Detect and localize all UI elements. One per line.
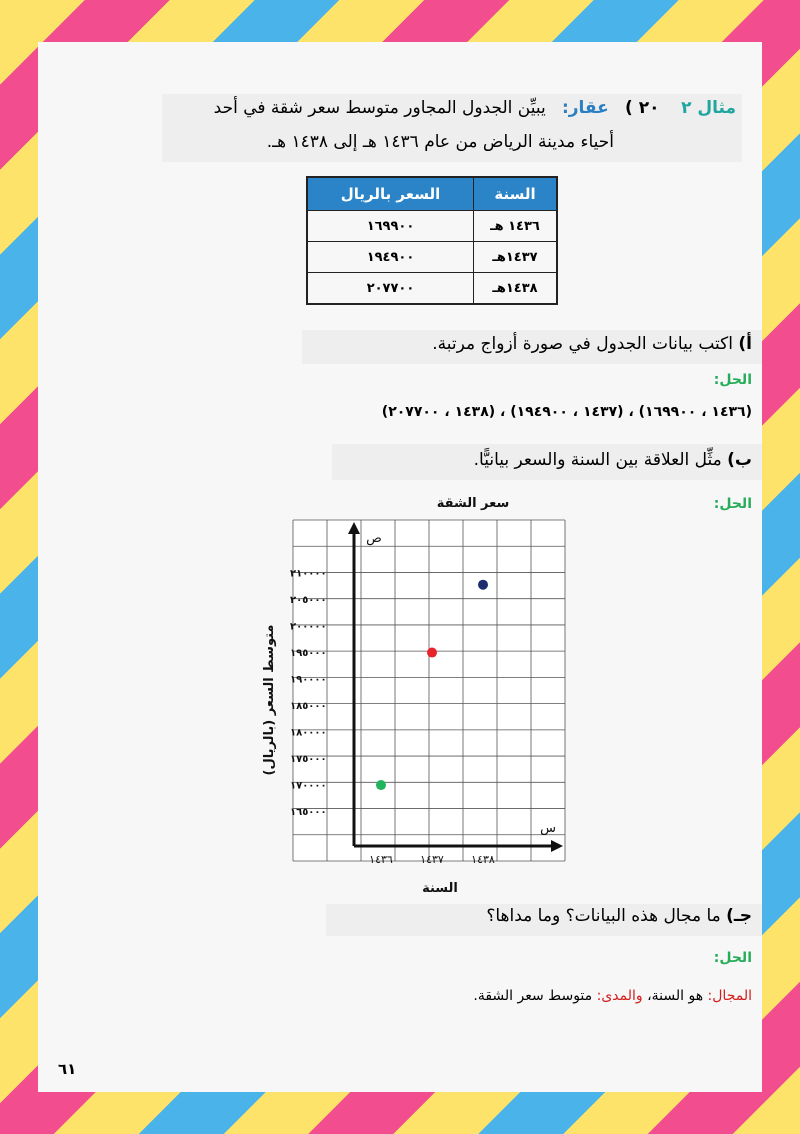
chart-title: سعر الشقة	[436, 496, 510, 511]
table-cell-year: ١٤٣٧هـ	[474, 242, 558, 273]
part-a-letter: أ)	[738, 334, 752, 354]
domain-text: هو السنة،	[647, 988, 704, 1004]
x-tick-labels	[369, 853, 495, 866]
y-tick-label: ١٦٥٠٠٠	[290, 807, 327, 818]
page	[38, 42, 762, 1092]
y-axis-title: متوسط السعر (بالريال)	[262, 624, 277, 776]
part-c-answer	[473, 988, 752, 1004]
table-header-price: السعر بالريال	[307, 177, 474, 211]
y-tick-label: ١٩٥٠٠٠	[290, 648, 327, 659]
example-line-2: أحياء مدينة الرياض من عام ١٤٣٦ هـ إلى ١٤٣٨ هـ.	[266, 132, 614, 152]
y-axis-letter: ص	[366, 531, 382, 546]
part-a-question: اكتب بيانات الجدول في صورة أزواج مرتبة.	[432, 334, 733, 354]
y-tick-label: ٢٠٠٠٠٠	[290, 621, 327, 633]
y-tick-label: ١٧٠٠٠٠	[290, 780, 327, 792]
range-label: والمدى:	[596, 988, 643, 1004]
part-c-question: ما مجال هذه البيانات؟ وما مداها؟	[486, 906, 721, 926]
part-b-question: مثِّل العلاقة بين السنة والسعر بيانيًّا.	[473, 450, 722, 470]
page-number: ٦١	[58, 1060, 77, 1078]
example-topic: عقار:	[561, 98, 609, 118]
data-point	[478, 580, 488, 590]
y-tick-label: ١٩٠٠٠٠	[290, 674, 327, 686]
domain-label: المجال:	[707, 988, 752, 1004]
part-c-question-line	[486, 906, 752, 926]
part-b-letter: ب)	[727, 450, 752, 470]
x-tick-label: ١٤٣٦	[369, 853, 393, 866]
part-a-answer: (١٤٣٦ ، ١٦٩٩٠٠) ، (١٤٣٧ ، ١٩٤٩٠٠) ، (١٤٣٨ ، ٢٠٧٧٠٠)	[381, 404, 752, 420]
y-tick-label: ١٧٥٠٠٠	[290, 754, 327, 765]
x-tick-label: ١٤٣٨	[471, 853, 495, 866]
y-tick-label: ٢٠٥٠٠٠	[290, 595, 327, 606]
part-c-letter: جـ)	[726, 906, 752, 926]
table-header-row	[307, 177, 557, 211]
price-table	[306, 176, 558, 305]
example-text-1: يبيِّن الجدول المجاور متوسط سعر شقة في أحد	[213, 98, 546, 118]
table-cell-year: ١٤٣٨هـ	[474, 273, 558, 305]
part-b-question-line	[474, 450, 752, 470]
y-tick-label: ٢١٠٠٠٠	[290, 568, 327, 580]
table-cell-price: ١٩٤٩٠٠	[307, 242, 474, 273]
scatter-chart	[248, 492, 588, 902]
table-row	[307, 242, 557, 273]
part-b-solution-label: الحل:	[713, 496, 752, 512]
data-point	[427, 648, 437, 658]
table-row	[307, 211, 557, 242]
x-axis-title: السنة	[422, 881, 458, 896]
y-tick-label: ١٨٠٠٠٠	[290, 727, 327, 739]
table-cell-year: ١٤٣٦ هـ	[474, 211, 558, 242]
part-a-solution-label: الحل:	[713, 372, 752, 388]
table-cell-price: ١٦٩٩٠٠	[307, 211, 474, 242]
example-number: ٢٠ )	[624, 98, 660, 118]
example-tag: مثال ٢	[681, 98, 736, 118]
part-c-solution-label: الحل:	[713, 950, 752, 966]
table-cell-price: ٢٠٧٧٠٠	[307, 273, 474, 305]
y-tick-label: ١٨٥٠٠٠	[290, 701, 327, 712]
part-a-question-line	[432, 334, 752, 354]
x-axis-letter: س	[540, 821, 556, 836]
data-point	[376, 780, 386, 790]
example-line-1	[214, 98, 736, 118]
table-header-year: السنة	[474, 177, 558, 211]
table-row	[307, 273, 557, 305]
x-tick-label: ١٤٣٧	[420, 853, 444, 866]
range-text: متوسط سعر الشقة.	[473, 988, 593, 1004]
